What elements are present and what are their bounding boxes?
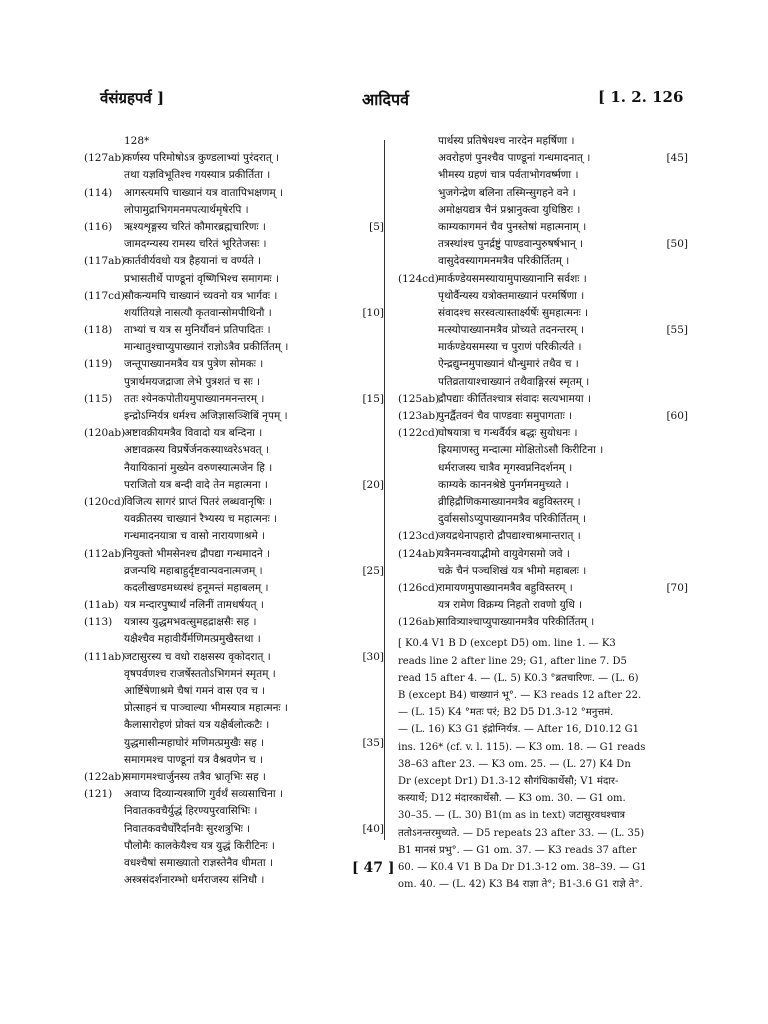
- verse-text: यत्र रामेण विक्रम्य निहतो रावणो युधि ।: [438, 599, 583, 612]
- verse-text: जयद्रथेनापहारो द्रौपद्याश्चाश्रमान्तरात् ।: [438, 530, 581, 543]
- verse-concordance-number: (126cd): [398, 581, 439, 594]
- header-verse-reference: [ 1. 2. 126: [598, 88, 684, 106]
- verse-line: [398, 219, 688, 236]
- verse-text: घोषयात्रा च गन्धर्वैर्यत्र बद्धः सुयोधनः ।: [438, 427, 578, 440]
- verse-line: [84, 442, 384, 459]
- verse-concordance-number: (114): [84, 186, 113, 199]
- verse-line: [84, 322, 384, 339]
- verse-text: शर्यातियज्ञे नासत्यौ कृतवान्सोमपीथिनौ ।: [124, 306, 272, 319]
- verse-text: पुत्रार्थमयजद्राजा लेभे पुत्रशतं च सः ।: [124, 375, 261, 388]
- verse-line: [84, 202, 384, 219]
- page-number: [ 47 ]: [352, 860, 395, 876]
- verse-text: तत्रस्थांश्च पुनर्द्रष्टुं पाण्डवान्पुरुषर्षभान् ।: [438, 238, 583, 251]
- verse-text: मत्स्योपाख्यानमत्रैव प्रोच्यते तदनन्तरम् ।: [438, 324, 585, 337]
- verse-line: [84, 631, 384, 648]
- line-number-marker: [70]: [666, 581, 688, 594]
- verse-line: [398, 580, 688, 597]
- verse-line: [84, 546, 384, 563]
- verse-text: अष्टावक्रीयमत्रैव विवादो यत्र बन्दिना ।: [124, 427, 263, 440]
- line-number-marker: [25]: [362, 564, 384, 577]
- verse-text: तथा यज्ञविभूतिश्च गयस्यात्र प्रकीर्तिता ।: [124, 169, 271, 182]
- verse-line: [398, 339, 688, 356]
- note-line: — (L. 16) K3 G1 इंद्रोग्निर्यत्र. — After 16, D10.12 G1: [398, 724, 639, 736]
- verse-concordance-number: (122ab): [84, 770, 126, 783]
- verse-line: [84, 700, 384, 717]
- verse-concordance-number: (116): [84, 220, 113, 233]
- verse-line: [84, 185, 384, 202]
- verse-text: अस्त्रसंदर्शनारम्भो धर्मराजस्य संनिधौ ।: [124, 874, 265, 887]
- verse-text: अवाप्य दिव्यान्यस्त्राणि गुर्वर्थं सव्यसाचिना ।: [124, 788, 283, 801]
- verse-line: [398, 425, 688, 442]
- verse-line: [84, 253, 384, 270]
- note-line: B (except B4) चाख्यानं भू°. — K3 reads 12 after 22.: [398, 690, 642, 701]
- verse-line: [84, 133, 384, 150]
- verse-line: [398, 391, 688, 408]
- verse-line: [84, 649, 384, 666]
- verse-text: ऐन्द्रद्युम्नमुपाख्यानं धौन्धुमारं तथैव च ।: [438, 358, 579, 371]
- verse-text: अवरोहणं पुनश्चैव पाण्डूनां गन्धमादनात् ।: [438, 152, 591, 165]
- verse-line: [84, 717, 384, 734]
- verse-line: [398, 305, 688, 322]
- verse-line: [398, 563, 688, 580]
- line-number-marker: [5]: [369, 220, 384, 233]
- verse-text: यवक्रीतस्य चाख्यानं रैभ्यस्य च महात्मनः ।: [124, 513, 278, 526]
- verse-text: पतिव्रतायाश्चाख्यानं तथैवाङ्गिरसं स्मृतम् ।: [438, 375, 590, 388]
- verse-text: ह्रियमाणस्तु मन्दात्मा मोक्षितोऽसौ किरीटिना ।: [438, 444, 604, 457]
- verse-concordance-number: (122cd): [398, 427, 439, 440]
- verse-text: मार्कण्डेयसमस्या च पुराणं परिकीर्त्यते ।: [438, 341, 582, 354]
- verse-text: यत्र मन्दारपुष्पार्थं नलिनीं तामधर्षयत् ।: [124, 599, 264, 612]
- verse-text: कार्तवीर्यवधो यत्र हैहयानां च वर्ण्यते ।: [124, 255, 262, 268]
- verse-line: [84, 236, 384, 253]
- line-number-marker: [20]: [362, 478, 384, 491]
- note-line: ins. 126* (cf. v. l. 115). — K3 om. 18. — G1 reads: [398, 741, 646, 753]
- verse-line: [84, 821, 384, 838]
- verse-line: [84, 305, 384, 322]
- verse-line: [398, 356, 688, 373]
- verse-line: [398, 288, 688, 305]
- header-section-title: र्वसंग्रहपर्व ]: [100, 89, 165, 107]
- left-text-column: [84, 133, 384, 889]
- verse-line: [84, 580, 384, 597]
- verse-line: [84, 356, 384, 373]
- verse-text: व्रीहिद्रौणिकमाख्यानमत्रैव बहुविस्तरम् ।: [438, 495, 581, 508]
- running-header: [0, 88, 768, 112]
- verse-text: समागमश्च पाण्डूनां यत्र वैश्रवणेन च ।: [124, 753, 264, 766]
- verse-text: पौलोमैः कालकेयैश्च यत्र युद्धं किरीटिनः ।: [124, 839, 275, 852]
- note-line: 60. — K0.4 V1 B Da Dr D1.3-12 om. 38–39. — G1: [398, 861, 647, 873]
- verse-line: [84, 597, 384, 614]
- line-number-marker: [45]: [666, 152, 688, 165]
- verse-line: [398, 167, 688, 184]
- verse-text: यत्रैनमन्वयाद्भीमो वायुवेगसमो जवे ।: [438, 547, 570, 560]
- verse-text: वृषपर्वणश्च राजर्षेस्ततोऽभिगमनं स्मृतम् ।: [124, 667, 276, 680]
- verse-concordance-number: (121): [84, 788, 113, 801]
- verse-line: [398, 511, 688, 528]
- verse-text: नियुक्तो भीमसेनश्च द्रौपद्या गन्धमादने ।: [124, 547, 271, 560]
- verse-text: मान्धातुश्चाप्युपाख्यानं राज्ञोऽत्रैव प्रकीर्तितम् ।: [124, 341, 289, 354]
- verse-line: [84, 786, 384, 803]
- verse-text: ताभ्यां च यत्र स मुनिर्यौवनं प्रतिपादितः ।: [124, 324, 271, 337]
- note-line: om. 40. — (L. 42) K3 B4 राज्ञा ते°; B1-3.6 G1 राज्ञे ते°.: [398, 879, 643, 891]
- verse-line: [84, 872, 384, 889]
- verse-line: [84, 838, 384, 855]
- verse-text: आगस्त्यमपि चाख्यानं यत्र वातापिभक्षणम् ।: [124, 186, 283, 199]
- critical-apparatus-notes: [398, 635, 688, 893]
- verse-text: भुजगेन्द्रेण बलिना तस्मिन्सुगहने वने ।: [438, 186, 576, 199]
- note-line: reads line 2 after line 29; G1, after line 7. D5: [398, 655, 627, 667]
- verse-text: पुनर्द्वैतवनं चैव पाण्डवाः समुपागताः ।: [438, 410, 573, 422]
- verse-line: [84, 477, 384, 494]
- line-number-marker: [60]: [666, 410, 688, 422]
- verse-line: [398, 236, 688, 253]
- verse-text: यक्षैश्चैव महावीर्यैर्मणिमत्प्रमुखैस्तथा ।: [124, 633, 261, 646]
- verse-line: [84, 167, 384, 184]
- verse-line: [84, 666, 384, 683]
- verse-text: कर्णस्य परिमोषोऽत्र कुण्डलाभ्यां पुरंदरात् ।: [124, 152, 280, 165]
- verse-text: पृथोर्वैन्यस्य यत्रोक्तमाख्यानं परमर्षिणा ।: [438, 289, 585, 302]
- line-number-marker: [40]: [362, 822, 384, 835]
- verse-line: [84, 855, 384, 872]
- verse-line: [398, 597, 688, 614]
- verse-line: [84, 408, 384, 425]
- verse-text: रामायणमुपाख्यानमत्रैव बहुविस्तरम् ।: [438, 581, 573, 594]
- verse-concordance-number: (117cd): [84, 289, 125, 302]
- line-number-marker: [30]: [362, 650, 384, 663]
- verse-line: [84, 494, 384, 511]
- note-line: Dr (except Dr1) D1.3-12 सौगंधिकार्थेसौ; V1 मंदार-: [398, 775, 619, 787]
- verse-line: [84, 339, 384, 356]
- verse-text: मार्कण्डेयसमस्यायामुपाख्यानानि सर्वशः ।: [438, 272, 587, 285]
- verse-line: [398, 442, 688, 459]
- verse-concordance-number: (123cd): [398, 530, 439, 543]
- verse-concordance-number: (123ab): [398, 410, 440, 422]
- verse-concordance-number: (115): [84, 392, 113, 405]
- verse-line: [84, 460, 384, 477]
- verse-text: प्रोत्साहनं च पाञ्चाल्या भीमस्यात्र महात्मनः ।: [124, 702, 288, 715]
- verse-line: [84, 683, 384, 700]
- note-line: — (L. 15) K4 °मतः परं; B2 D5 D1.3-12 °मनुत्तमं.: [398, 707, 614, 719]
- verse-text: आर्ष्टिषेणाश्रमे चैषां गमनं वास एव च ।: [124, 685, 266, 697]
- verse-line: [84, 271, 384, 288]
- verse-text: जामदग्न्यस्य रामस्य चरितं भूरितेजसः ।: [124, 238, 267, 251]
- verse-concordance-number: (120cd): [84, 495, 125, 508]
- verse-text: जटासुरस्य च वधो राक्षसस्य वृकोदरात् ।: [124, 650, 271, 663]
- verse-text: समागमश्चार्जुनस्य तत्रैव भ्रातृभिः सह ।: [124, 770, 266, 783]
- line-number-marker: [55]: [666, 324, 688, 337]
- verse-concordance-number: (111ab): [84, 650, 126, 663]
- verse-line: [84, 511, 384, 528]
- line-number-marker: [50]: [666, 238, 688, 251]
- verse-text: अष्टावक्रस्य विप्रर्षेर्जनकस्याध्वरेऽभवत् ।: [124, 444, 269, 457]
- verse-line: [84, 219, 384, 236]
- verse-text: निवातकवचैर्युद्धं हिरण्यपुरवासिभिः ।: [124, 805, 258, 818]
- verse-text: ततः श्येनकपोतीयमुपाख्यानमनन्तरम् ।: [124, 392, 265, 405]
- line-number-marker: [10]: [362, 306, 384, 319]
- verse-line: [84, 425, 384, 442]
- verse-concordance-number: (118): [84, 324, 113, 337]
- verse-text: व्रजन्पथि महाबाहुर्दृष्टवान्पवनात्मजम् ।: [124, 564, 263, 577]
- verse-text: सावित्र्याश्चाप्युपाख्यानमत्रैव परिकीर्तितम् ।: [438, 616, 595, 629]
- verse-text: वासुदेवस्यागमनमत्रैव परिकीर्तितम् ।: [438, 255, 570, 268]
- verse-concordance-number: (113): [84, 616, 113, 629]
- verse-text: जन्तूपाख्यानमत्रैव यत्र पुत्रेण सोमकः ।: [124, 358, 264, 371]
- verse-text: 128*: [124, 135, 150, 147]
- verse-line: [84, 563, 384, 580]
- verse-text: इन्द्रोऽग्निर्यत्र धर्मश्च अजिज्ञासञ्शिबिं नृपम् ।: [124, 410, 288, 422]
- verse-line: [84, 752, 384, 769]
- verse-text: कदलीखण्डमध्यस्थं हनूमन्तं महाबलम् ।: [124, 581, 269, 594]
- verse-line: [84, 391, 384, 408]
- verse-text: द्रौपद्याः कीर्तितश्चात्र संवादः सत्यभामया ।: [438, 392, 591, 405]
- note-line: B1 मानसं प्रभु°. — G1 om. 37. — K3 reads 37 after: [398, 844, 637, 856]
- verse-line: [398, 546, 688, 563]
- verse-line: [398, 408, 688, 425]
- verse-text: दुर्वाससोऽप्युपाख्यानमत्रैव परिकीर्तितम् ।: [438, 513, 586, 526]
- verse-text: काम्यकागमनं चैव पुनस्तेषां महात्मनाम् ।: [438, 220, 587, 233]
- verse-text: पार्थस्य प्रतिषेधश्च नारदेन महर्षिणा ।: [438, 135, 575, 147]
- verse-text: अमोक्षयद्यत्र चैनं प्रश्नानुक्त्वा युधिष्ठिरः ।: [438, 203, 581, 216]
- verse-line: [84, 735, 384, 752]
- verse-line: [398, 460, 688, 477]
- verse-line: [84, 769, 384, 786]
- verse-text: कैलासारोहणं प्रोक्तं यत्र यक्षैर्बलोत्कटैः ।: [124, 719, 270, 732]
- verse-line: [398, 614, 688, 631]
- verse-text: ऋश्यशृङ्गस्य चरितं कौमारब्रह्मचारिणः ।: [124, 220, 266, 233]
- verse-text: पराजितो यत्र बन्दी वादे तेन महात्मना ।: [124, 478, 268, 491]
- verse-line: [84, 614, 384, 631]
- verse-concordance-number: (126ab): [398, 616, 440, 629]
- verse-concordance-number: (124cd): [398, 272, 439, 285]
- note-line: 38–63 after 23. — K3 om. 25. — (L. 27) K4 Dn: [398, 758, 631, 770]
- verse-line: [84, 150, 384, 167]
- verse-text: विजित्य सागरं प्राप्तं पितरं लब्धवानृषिः ।: [124, 495, 272, 508]
- verse-line: [84, 374, 384, 391]
- verse-line: [398, 322, 688, 339]
- verse-line: [398, 528, 688, 545]
- verse-concordance-number: (11ab): [84, 599, 119, 612]
- verse-concordance-number: (125ab): [398, 392, 440, 405]
- verse-line: [84, 803, 384, 820]
- verse-line: [84, 288, 384, 305]
- verse-concordance-number: (117ab): [84, 255, 126, 268]
- verse-text: वधश्चैषां समाख्यातो राज्ञस्तेनैव धीमता ।: [124, 856, 273, 869]
- column-divider: [384, 140, 385, 840]
- verse-text: नैयायिकानां मुख्येन वरुणस्यात्मजेन हि ।: [124, 461, 273, 474]
- verse-line: [84, 528, 384, 545]
- verse-text: प्रभासतीर्थे पाण्डूनां वृष्णिभिश्च समागमः ।: [124, 272, 279, 285]
- verse-line: [398, 253, 688, 270]
- verse-concordance-number: (112ab): [84, 547, 126, 560]
- verse-text: गन्धमादनयात्रा च वासो नारायणाश्रमे ।: [124, 530, 266, 543]
- verse-line: [398, 477, 688, 494]
- verse-text: धर्मराजस्य चात्रैव मृगस्वप्ननिदर्शनम् ।: [438, 461, 573, 474]
- verse-text: चक्रे चैनं पञ्चशिखं यत्र भीमो महाबलः ।: [438, 564, 587, 577]
- verse-line: [398, 133, 688, 150]
- right-text-column: [398, 133, 688, 893]
- verse-line: [398, 150, 688, 167]
- verse-concordance-number: (127ab): [84, 152, 126, 165]
- line-number-marker: [35]: [362, 736, 384, 749]
- note-line: ततोऽनन्तरमुच्यते. — D5 repeats 23 after 33. — (L. 35): [398, 827, 645, 839]
- verse-line: [398, 494, 688, 511]
- note-line: कस्यार्थे; D12 मंदारकार्थेसौ. — K3 om. 30. — G1 om.: [398, 793, 626, 805]
- verse-line: [398, 185, 688, 202]
- line-number-marker: [15]: [362, 392, 384, 405]
- note-line: 30–35. — (L. 30) B1(m as in text) जटासुरवधश्चात्र: [398, 810, 626, 822]
- verse-concordance-number: (119): [84, 358, 113, 371]
- verse-text: काम्यके काननश्रेष्ठे पुनर्गमनमुच्यते ।: [438, 478, 569, 491]
- verse-line: [398, 374, 688, 391]
- note-line: [ K0.4 V1 B D (except D5) om. line 1. — K3: [398, 638, 616, 650]
- verse-concordance-number: (124ab): [398, 547, 440, 560]
- verse-text: युद्धमासीन्महाघोरं मणिमत्प्रमुखैः सह ।: [124, 736, 264, 749]
- verse-text: भीमस्य ग्रहणं चात्र पर्वताभोगवर्ष्मणा ।: [438, 169, 579, 182]
- verse-text: यत्रास्य युद्धमभवत्सुमहद्राक्षसैः सह ।: [124, 616, 257, 629]
- verse-text: निवातकवचैर्घोरैर्दानवैः सुरशत्रुभिः ।: [124, 822, 251, 835]
- verse-text: सौकन्यमपि चाख्यानं च्यवनो यत्र भार्गवः ।: [124, 289, 278, 302]
- verse-text: लोपामुद्राभिगमनमपत्यार्थमृषेरपि ।: [124, 203, 249, 216]
- verse-line: [398, 271, 688, 288]
- verse-text: संवादश्च सरस्वत्यास्तार्क्ष्यर्षेः सुमहात्मनः ।: [438, 306, 589, 319]
- note-line: read 15 after 4. — (L. 5) K0.3 °ब्रतचारिणः. — (L. 6): [398, 672, 639, 684]
- header-book-title: आदिपर्व: [362, 90, 409, 109]
- verse-line: [398, 202, 688, 219]
- verse-concordance-number: (120ab): [84, 427, 126, 440]
